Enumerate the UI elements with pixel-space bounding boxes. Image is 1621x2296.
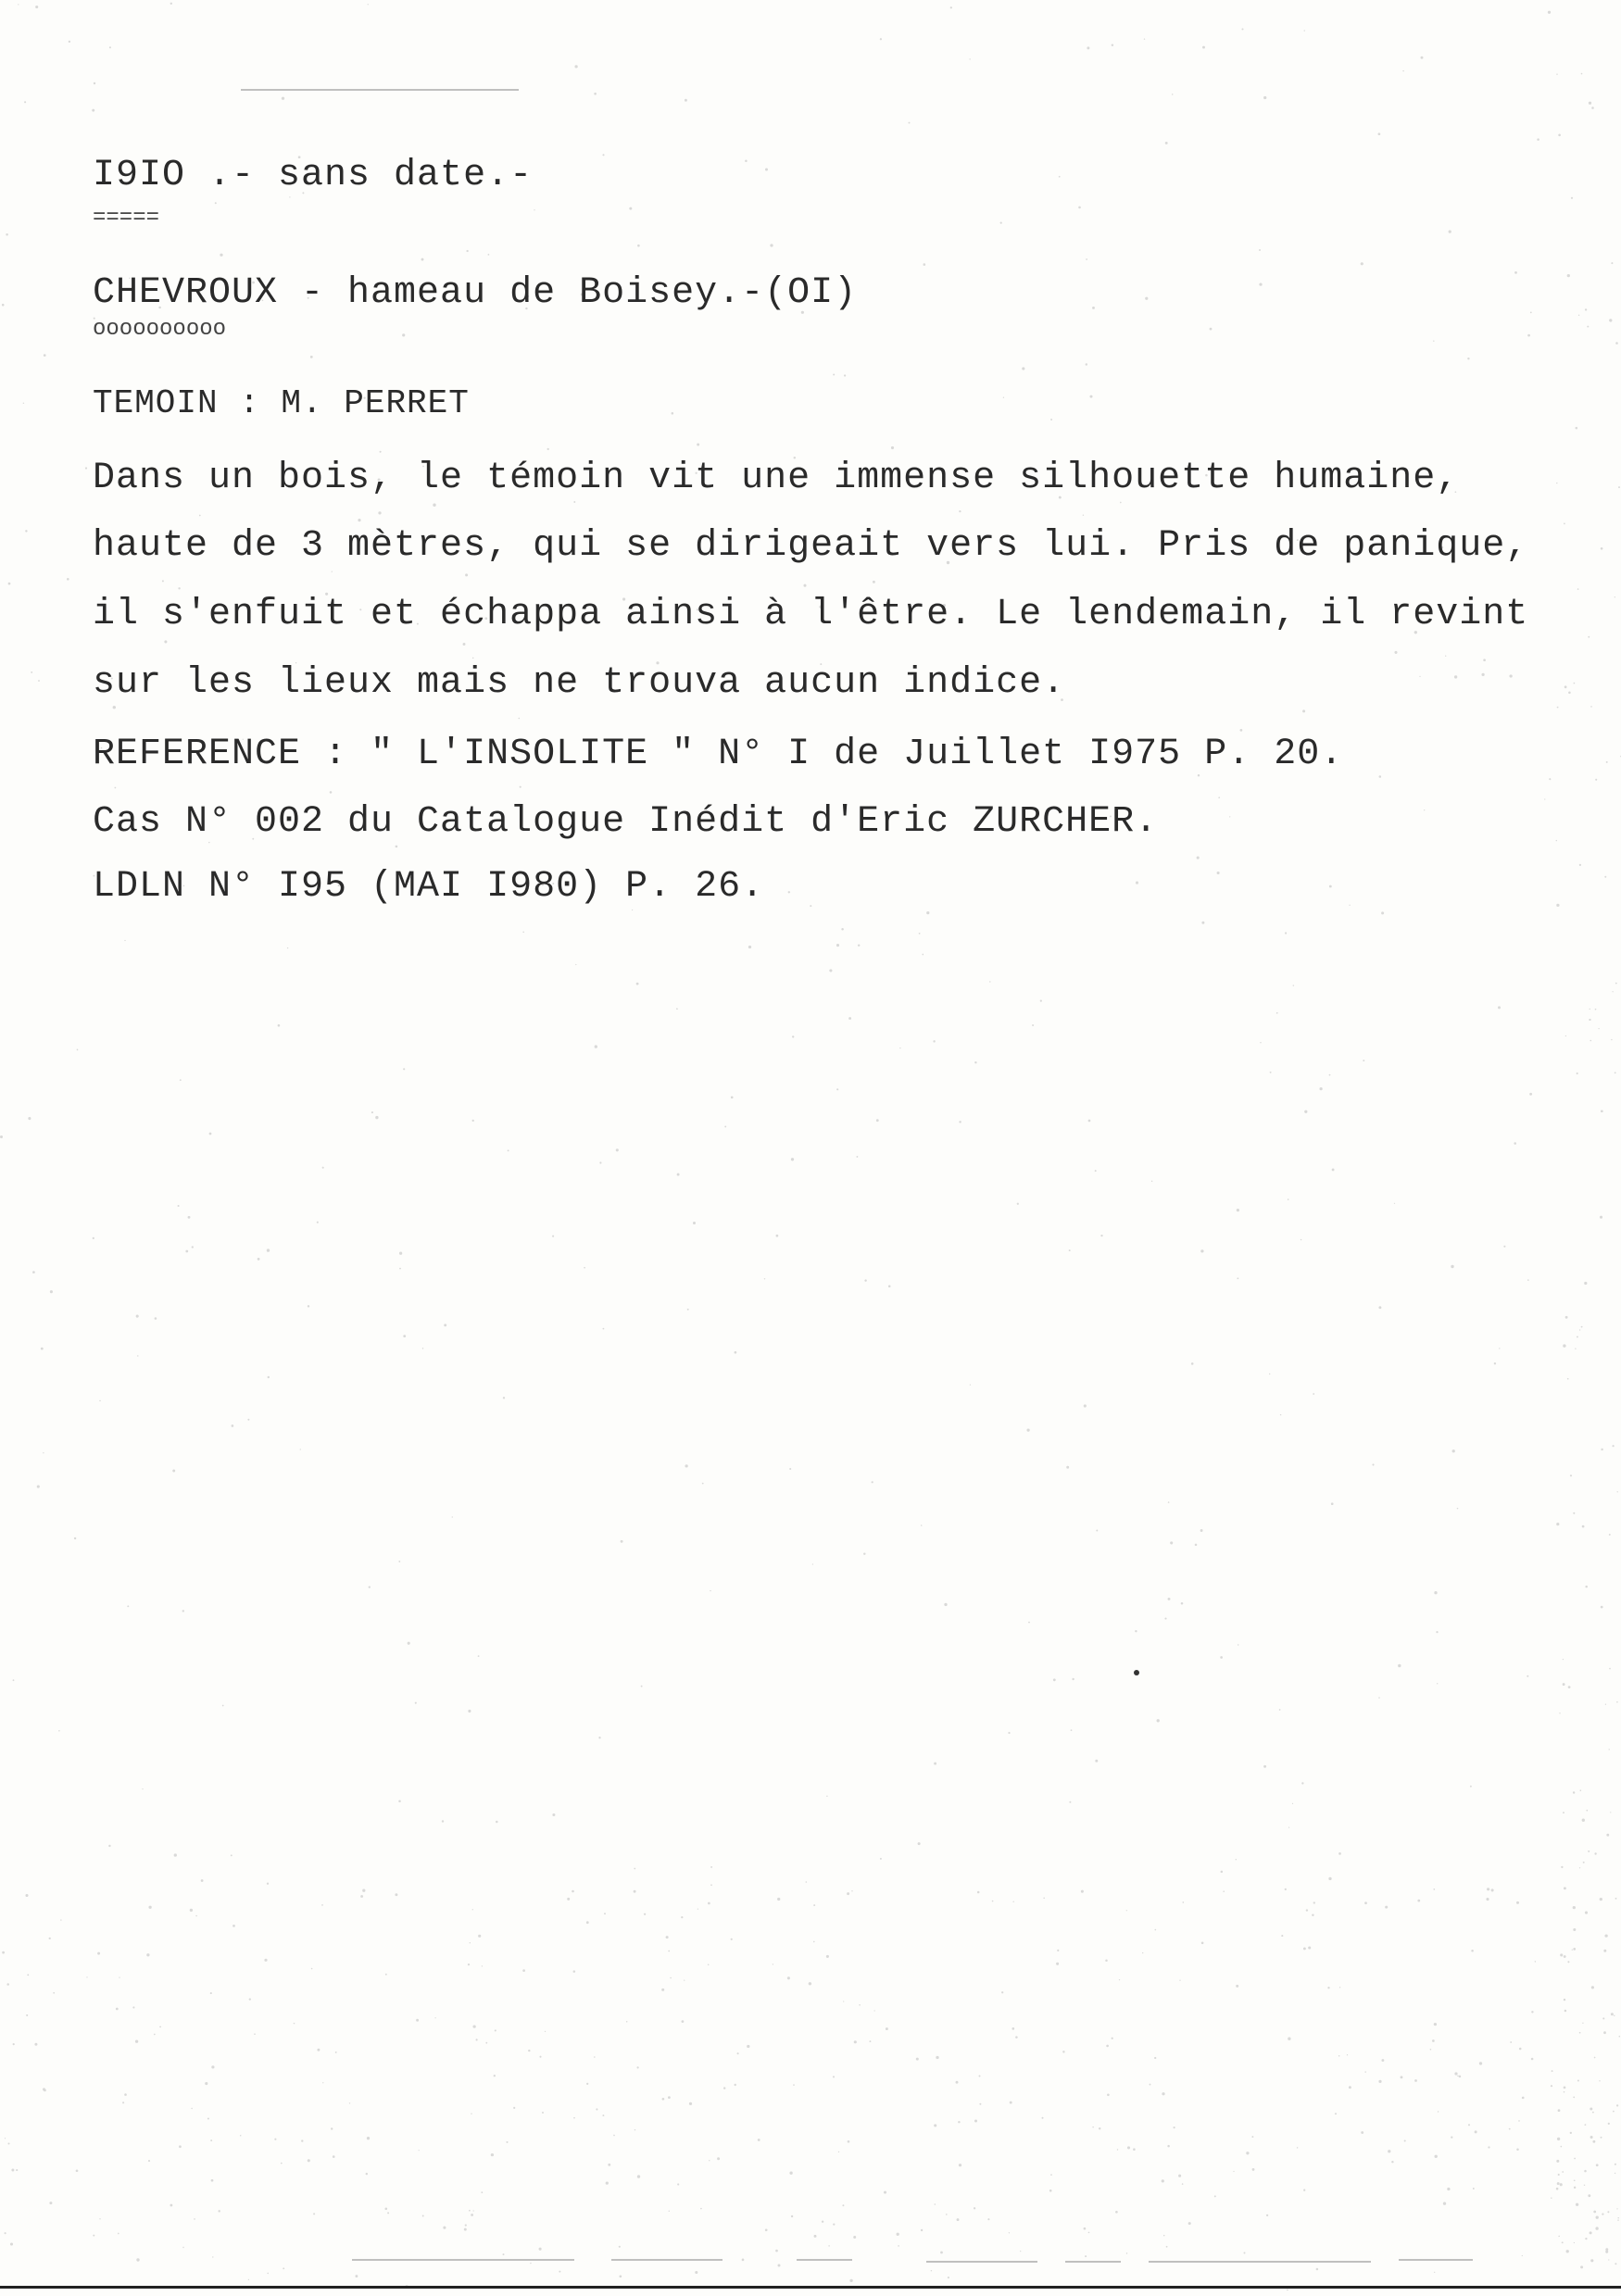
- body-line: il s'enfuit et échappa ainsi à l'être. Le lendemain, il revint: [93, 594, 1529, 635]
- case-line: Cas N° 002 du Catalogue Inédit d'Eric ZURCHER.: [93, 801, 1159, 843]
- body-line: haute de 3 mètres, qui se dirigeait vers lui. Pris de panique,: [93, 525, 1529, 567]
- witness-line: TEMOIN : M. PERRET: [93, 384, 470, 422]
- place-heading: CHEVROUX - hameau de Boisey.-(OI): [93, 272, 858, 314]
- place-underline: oooooooooo: [93, 317, 227, 342]
- ldln-line: LDLN N° I95 (MAI I980) P. 26.: [93, 866, 765, 908]
- body-line: Dans un bois, le témoin vit une immense silhouette humaine,: [93, 458, 1460, 499]
- bottom-rule: [0, 2286, 1621, 2289]
- reference-line: REFERENCE : " L'INSOLITE " N° I de Juillet I975 P. 20.: [93, 734, 1344, 775]
- body-line: sur les lieux mais ne trouva aucun indice.: [93, 662, 1066, 704]
- date-underline: =====: [93, 206, 160, 231]
- date-heading: I9IO .- sans date.-: [93, 155, 534, 196]
